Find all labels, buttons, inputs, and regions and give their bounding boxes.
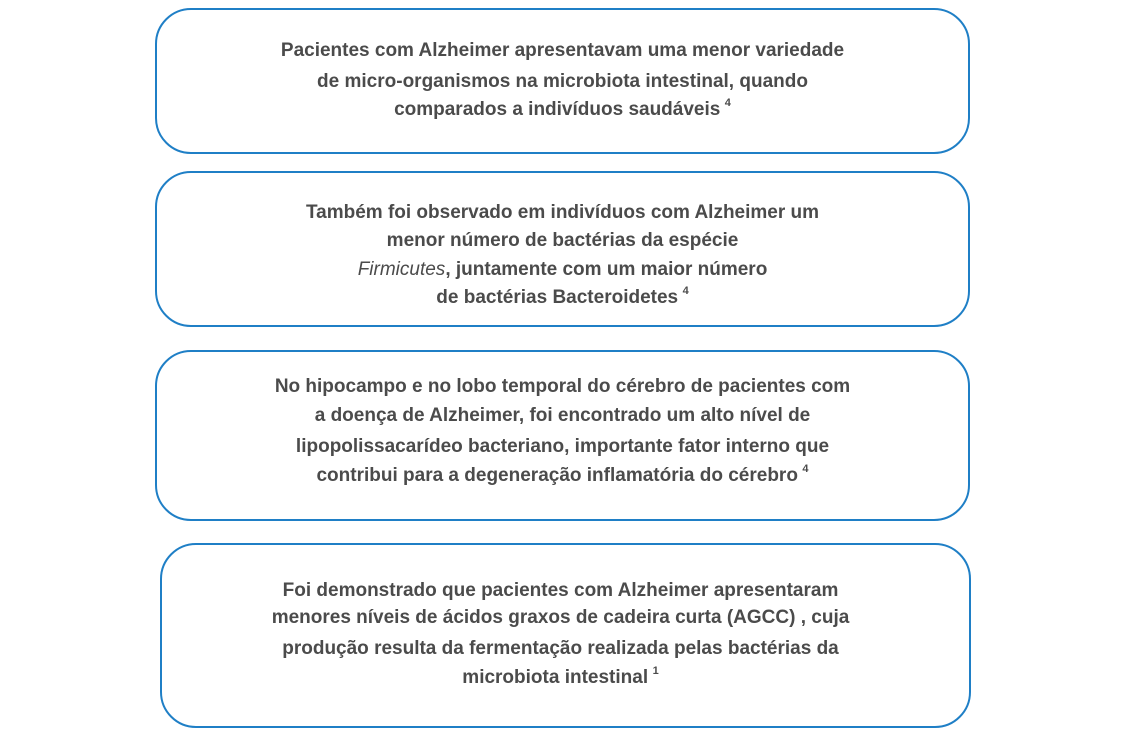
finding-box-3: [155, 350, 970, 521]
box3-line3: lipopolissacarídeo bacteriano, importante fator interno que: [295, 436, 830, 457]
reference-number: 4: [802, 463, 809, 475]
finding-box-4: [160, 543, 971, 728]
box3-line2: a doença de Alzheimer, foi encontrado um alto nível de: [314, 405, 811, 426]
finding-box-2: [155, 171, 970, 327]
box3-line4: contribui para a degeneração inflamatória do cérebro $^4$: [316, 463, 809, 486]
box1-line1: Pacientes com Alzheimer apresentavam uma menor variedade: [280, 40, 845, 61]
reference-number: 4: [682, 285, 689, 297]
reference-number: 4: [724, 97, 731, 109]
finding-box-1: [155, 8, 970, 154]
box2-line3: Firmicutes, juntamente com um maior número: [357, 259, 768, 280]
box4-line3: produção resulta da fermentação realizada pelas bactérias da: [282, 638, 839, 659]
box4-line1: Foi demonstrado que pacientes com Alzheimer apresentaram: [282, 580, 839, 601]
box4-line2: menores níveis de ácidos graxos de cadeira curta (AGCC) , cuja: [271, 607, 850, 628]
box3-line1: No hipocampo e no lobo temporal do cérebro de pacientes com: [274, 376, 851, 397]
reference-number: 1: [652, 665, 659, 677]
italic-species-name: Firmicutes: [357, 259, 446, 280]
box2-line1: Também foi observado em indivíduos com Alzheimer um: [305, 202, 820, 223]
box1-line2: de micro-organismos na microbiota intestinal, quando: [317, 71, 808, 92]
box4-line4: microbiota intestinal $^1$: [462, 665, 659, 688]
box2-line2: menor número de bactérias da espécie: [386, 230, 739, 251]
box2-line4: de bactérias Bacteroidetes $^4$: [436, 285, 689, 308]
box1-line3: comparados a indivíduos saudáveis $^4$: [394, 97, 731, 120]
